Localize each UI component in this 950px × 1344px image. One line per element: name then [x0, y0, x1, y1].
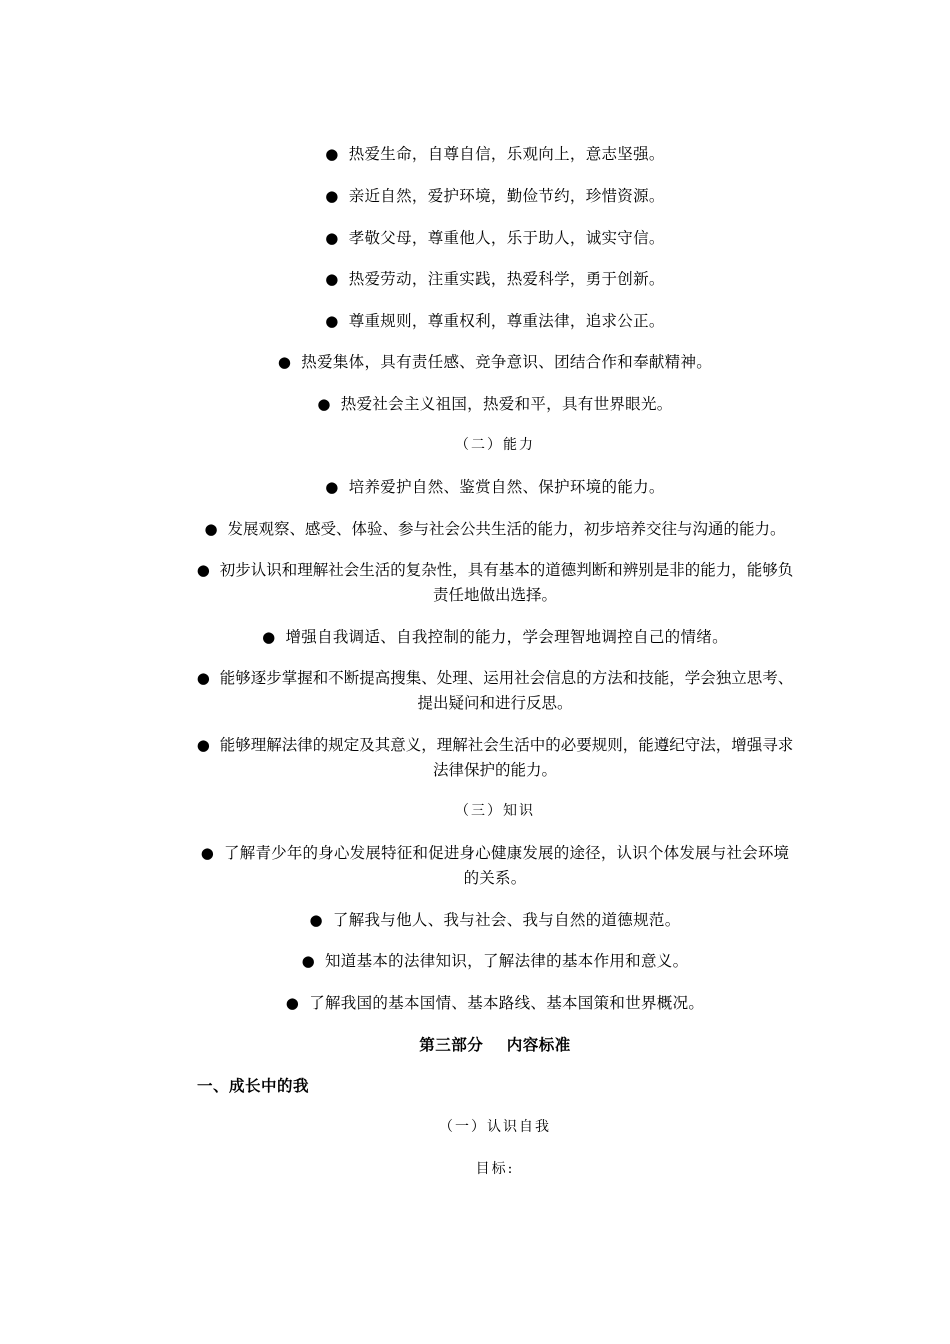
bullet-icon: ●: [301, 952, 315, 970]
bullet-icon: ●: [325, 312, 339, 330]
list-item-text: 能够理解法律的规定及其意义，理解社会生活中的必要规则，能遵纪守法，增强寻求法律保护的能力。: [219, 736, 794, 779]
list-item: [195, 392, 795, 417]
list-item: [195, 908, 795, 933]
list-item: [195, 350, 795, 375]
list-item-text: 初步认识和理解社会生活的复杂性，具有基本的道德判断和辨别是非的能力，能够负责任地做出选择。: [219, 561, 794, 604]
bullet-icon: ●: [309, 911, 323, 929]
list-item: [195, 666, 795, 716]
list-item-text: 尊重规则，尊重权利，尊重法律，追求公正。: [348, 312, 665, 330]
list-item-text: 热爱社会主义祖国，热爱和平，具有世界眼光。: [340, 395, 673, 413]
bullet-icon: ●: [196, 669, 210, 687]
list-item: [195, 625, 795, 650]
list-item-text: 知道基本的法律知识，了解法律的基本作用和意义。: [324, 952, 689, 970]
list-item-text: 热爱劳动，注重实践，热爱科学，勇于创新。: [348, 270, 665, 288]
list-item: [195, 475, 795, 500]
list-item: [195, 558, 795, 608]
bullet-icon: ●: [325, 229, 339, 247]
list-item-text: 发展观察、感受、体验、参与社会公共生活的能力，初步培养交往与沟通的能力。: [227, 520, 786, 538]
bullet-icon: ●: [200, 844, 215, 862]
list-item-text: 孝敬父母，尊重他人，乐于助人，诚实守信。: [348, 229, 665, 247]
list-item: [195, 309, 795, 334]
list-item-text: 培养爱护自然、鉴赏自然、保护环境的能力。: [348, 478, 665, 496]
list-item: [195, 991, 795, 1016]
list-item: [195, 226, 795, 251]
section-title: 一、成长中的我: [197, 1076, 310, 1095]
subsection-heading: （一）认识自我: [439, 1119, 551, 1135]
ability-heading: （二）能力: [455, 437, 535, 453]
bullet-icon: ●: [196, 736, 210, 754]
bullet-icon: ●: [196, 561, 210, 579]
list-item-text: 了解我与他人、我与社会、我与自然的道德规范。: [332, 911, 681, 929]
list-item: [195, 142, 795, 167]
list-item-text: 亲近自然，爱护环境，勤俭节约，珍惜资源。: [348, 187, 665, 205]
list-item-text: 了解青少年的身心发展特征和促进身心健康发展的途径，认识个体发展与社会环境的关系。: [224, 844, 790, 887]
bullet-icon: ●: [285, 994, 300, 1012]
part-title: 第三部分 内容标准: [419, 1035, 571, 1054]
list-item-text: 增强自我调适、自我控制的能力，学会理智地调控自己的情绪。: [285, 628, 728, 646]
bullet-icon: ●: [325, 478, 339, 496]
knowledge-heading: （三）知识: [455, 803, 535, 819]
list-item: [195, 517, 795, 542]
bullet-icon: ●: [325, 270, 339, 288]
list-item: [195, 184, 795, 209]
bullet-icon: ●: [317, 395, 331, 413]
bullet-icon: ●: [325, 145, 339, 163]
list-item: [195, 267, 795, 292]
bullet-icon: ●: [277, 353, 292, 371]
list-item-text: 热爱生命，自尊自信，乐观向上，意志坚强。: [348, 145, 665, 163]
list-item-text: 热爱集体，具有责任感、竞争意识、团结合作和奉献精神。: [301, 353, 713, 371]
bullet-icon: ●: [325, 187, 339, 205]
list-item-text: 能够逐步掌握和不断提高搜集、处理、运用社会信息的方法和技能，学会独立思考、提出疑问和进行反思。: [219, 669, 794, 712]
list-item: [195, 949, 795, 974]
list-item: [195, 841, 795, 891]
list-item-text: 了解我国的基本国情、基本路线、基本国策和世界概况。: [309, 994, 705, 1012]
bullet-icon: ●: [262, 628, 276, 646]
bullet-icon: ●: [204, 520, 218, 538]
goal-label: 目标:: [475, 1161, 515, 1177]
list-item: [195, 733, 795, 783]
